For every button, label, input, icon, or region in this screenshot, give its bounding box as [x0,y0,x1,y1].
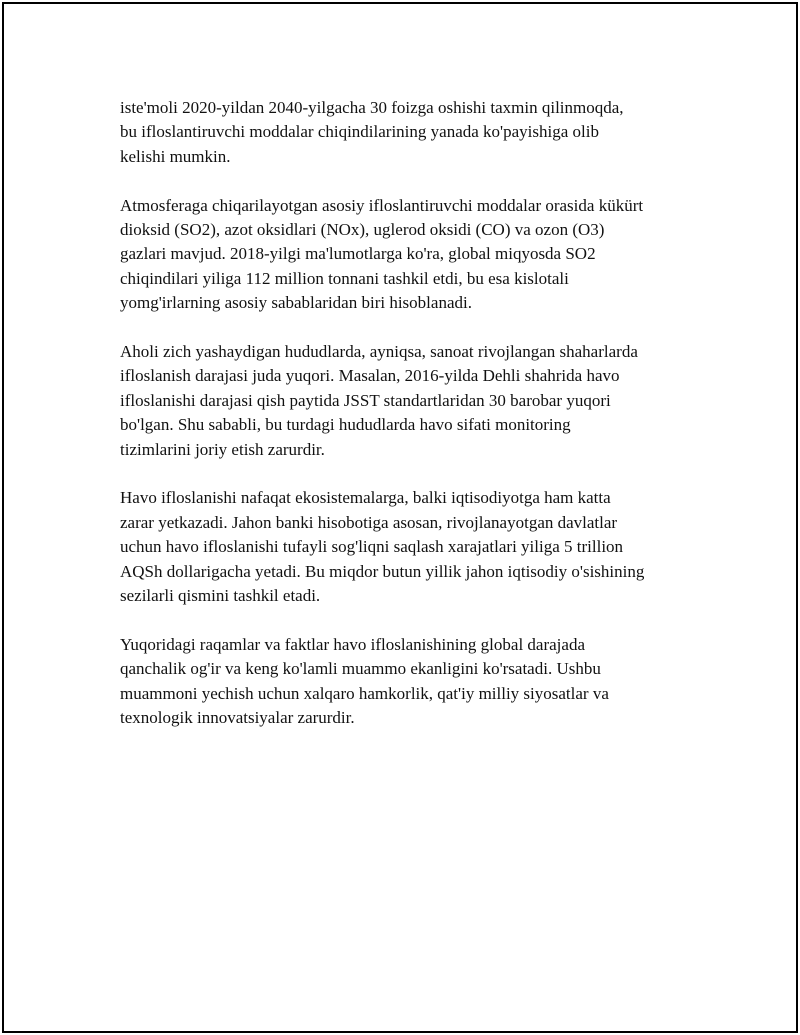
text-line: bu ifloslantiruvchi moddalar chiqindilarining yanada ko'payishiga olib [120,122,599,142]
paragraph-2 [120,194,700,316]
text-line: uchun havo ifloslanishi tufayli sog'liqni saqlash xarajatlari yiliga 5 trillion [120,537,624,557]
text-line: chiqindilari yiliga 112 million tonnani tashkil etdi, bu esa kislotali [120,268,569,288]
text-line: sezilarli qismini tashkil etadi. [120,586,321,606]
text-line: qanchalik og'ir va keng ko'lamli muammo ekanligini ko'rsatadi. Ushbu [120,659,601,679]
document-page [2,2,798,1033]
paragraph-5 [120,633,700,731]
text-line: bo'lgan. Shu sababli, bu turdagi hududlarda havo sifati monitoring [120,415,571,435]
text-line: kelishi mumkin. [120,146,231,166]
text-line: Atmosferaga chiqarilayotgan asosiy ifloslantiruvchi moddalar orasida kükürt [120,195,644,215]
text-line: ifloslanish darajasi juda yuqori. Masalan, 2016-yilda Dehli shahrida havo [120,366,620,386]
text-line: gazlari mavjud. 2018-yilgi ma'lumotlarga ko'ra, global miqyosda SO2 [120,244,596,264]
text-line: muammoni yechish uchun xalqaro hamkorlik, qat'iy milliy siyosatlar va [120,683,609,703]
text-line: AQSh dollarigacha yetadi. Bu miqdor butun yillik jahon iqtisodiy o'sishining [120,561,645,581]
text-line: tizimlarini joriy etish zarurdir. [120,439,325,459]
paragraph-3 [120,340,700,462]
text-line: yomg'irlarning asosiy sabablaridan biri hisoblanadi. [120,293,472,313]
text-line: iste'moli 2020-yildan 2040-yilgacha 30 foizga oshishi taxmin qilinmoqda, [120,98,624,117]
text-line: Havo ifloslanishi nafaqat ekosistemalarga, balki iqtisodiyotga ham katta [120,488,611,508]
text-line: ifloslanishi darajasi qish paytida JSST standartlaridan 30 barobar yuqori [120,390,611,410]
text-line: dioksid (SO2), azot oksidlari (NOx), uglerod oksidi (CO) va ozon (O3) [120,220,605,240]
text-line: Aholi zich yashaydigan hududlarda, ayniqsa, sanoat rivojlangan shaharlarda [120,342,638,362]
paragraph-4 [120,486,700,608]
text-line: texnologik innovatsiyalar zarurdir. [120,708,355,728]
text-line: zarar yetkazadi. Jahon banki hisobotiga asosan, rivojlanayotgan davlatlar [120,512,618,532]
paragraph-1 [120,96,700,169]
document-body [120,96,700,755]
text-line: Yuqoridagi raqamlar va faktlar havo ifloslanishining global darajada [120,634,585,654]
